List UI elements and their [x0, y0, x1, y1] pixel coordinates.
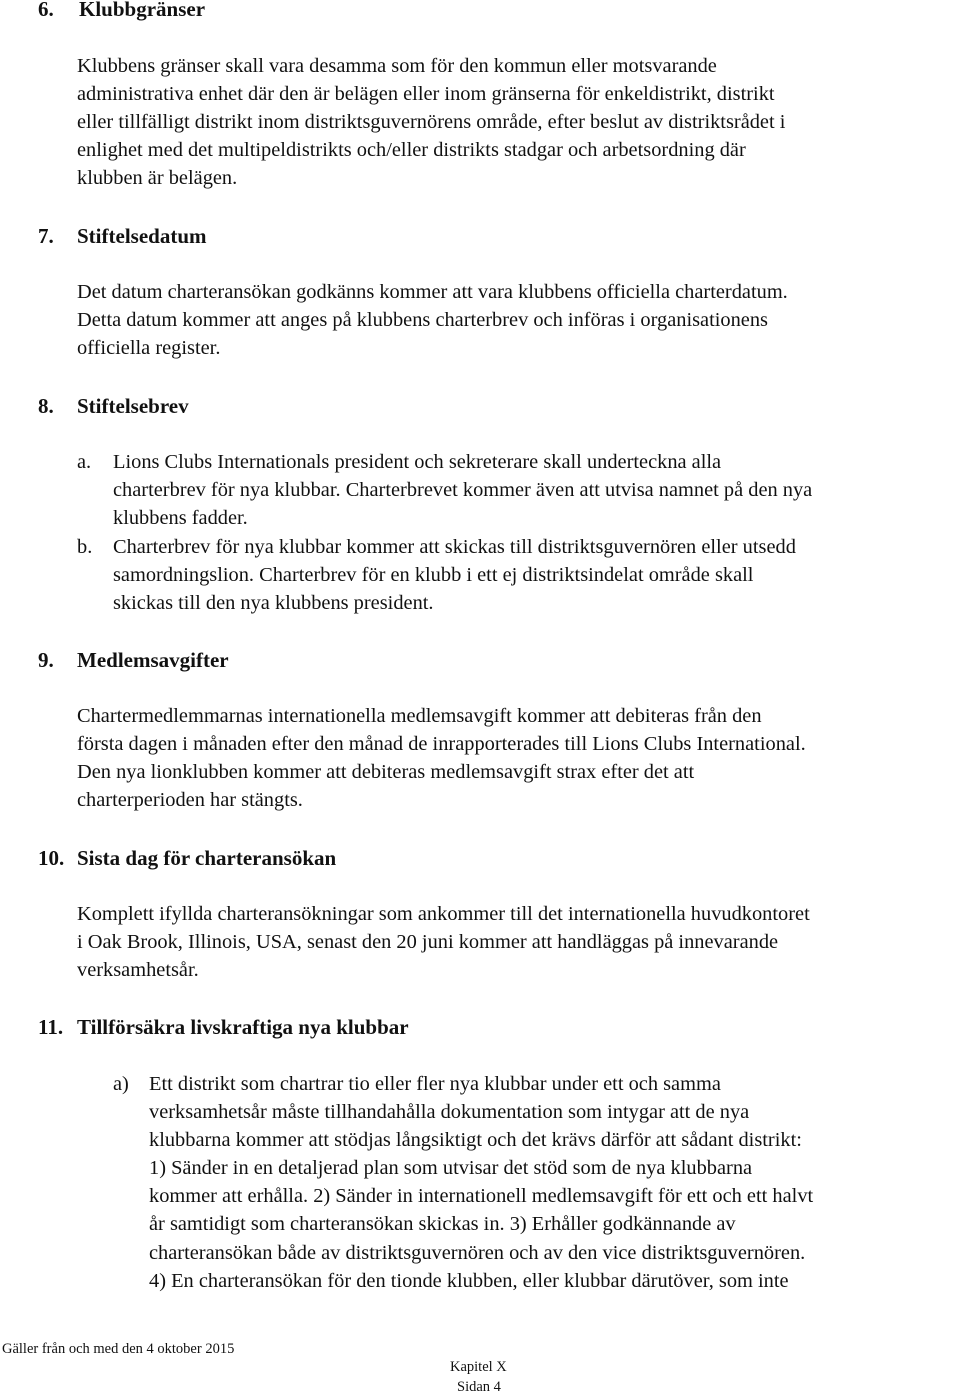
paragraph-line: första dagen i månaden efter den månad de inrapporterades till Lions Clubs International. — [77, 733, 806, 755]
list-item-marker: a) — [113, 1073, 129, 1095]
list-item-line: charteransökan både av distriktsguvernören och av den vice distriktsguvernören. — [149, 1242, 806, 1264]
list-item-line: år samtidigt som charteransökan skickas in. 3) Erhåller godkännande av — [149, 1213, 736, 1235]
section-number: 8. — [38, 394, 54, 418]
section-6-heading — [38, 0, 205, 21]
section-number: 9. — [38, 648, 54, 672]
list-item-marker: b. — [77, 536, 93, 558]
footer-page-number: Sidan 4 — [457, 1379, 501, 1395]
paragraph-line: charterperioden har stängts. — [77, 789, 303, 811]
list-item-line: skickas till den nya klubbens president. — [113, 592, 434, 614]
paragraph-line: verksamhetsår. — [77, 959, 199, 981]
section-title: Stiftelsedatum — [77, 224, 207, 248]
list-item-line: samordningslion. Charterbrev för en klubb i ett ej distriktsindelat område skall — [113, 564, 754, 586]
section-10-heading — [38, 846, 336, 870]
paragraph-line: Klubbens gränser skall vara desamma som för den kommun eller motsvarande — [77, 55, 717, 77]
section-number: 6. — [38, 0, 54, 21]
list-item-line: charterbrev för nya klubbar. Charterbrevet kommer även att utvisa namnet på den nya — [113, 479, 813, 501]
paragraph-line: Chartermedlemmarnas internationella medlemsavgift kommer att debiteras från den — [77, 705, 762, 727]
section-number: 10. — [38, 846, 65, 870]
list-item-line: 1) Sänder in en detaljerad plan som utvisar det stöd som de nya klubbarna — [149, 1157, 753, 1179]
section-11-heading — [38, 1015, 409, 1039]
section-title: Stiftelsebrev — [77, 394, 189, 418]
list-item-line: klubbarna kommer att stödjas långsiktigt och det krävs därför att sådant distrikt: — [149, 1129, 802, 1151]
section-number: 7. — [38, 224, 54, 248]
paragraph-line: klubben är belägen. — [77, 167, 238, 189]
paragraph-line: i Oak Brook, Illinois, USA, senast den 20 juni kommer att handläggas på innevarande — [77, 931, 779, 953]
section-9-heading — [38, 648, 229, 672]
paragraph-line: eller tillfälligt distrikt inom distriktsguvernörens område, efter beslut av distriktsrådet i — [77, 111, 786, 133]
paragraph-line: Detta datum kommer att anges på klubbens charterbrev och införas i organisationens — [77, 309, 768, 331]
list-item-line: Ett distrikt som chartrar tio eller fler nya klubbar under ett och samma — [149, 1073, 721, 1095]
list-item-line: 4) En charteransökan för den tionde klubben, eller klubbar därutöver, som inte — [149, 1270, 789, 1292]
footer-valid-from: Gäller från och med den 4 oktober 2015 — [2, 1341, 235, 1357]
footer-chapter: Kapitel X — [450, 1359, 507, 1375]
paragraph-line: administrativa enhet där den är belägen eller inom gränserna för enkeldistrikt, distrikt — [77, 83, 775, 105]
section-number: 11. — [38, 1015, 64, 1039]
section-8-heading — [38, 394, 189, 418]
section-title: Medlemsavgifter — [77, 648, 229, 672]
list-item-line: klubbens fadder. — [113, 507, 248, 529]
section-7-heading — [38, 224, 207, 248]
paragraph-line: Komplett ifyllda charteransökningar som ankommer till det internationella huvudkontoret — [77, 903, 810, 925]
list-item-line: kommer att erhålla. 2) Sänder in internationell medlemsavgift för ett och ett halvt — [149, 1185, 814, 1207]
paragraph-line: officiella register. — [77, 337, 221, 359]
section-title: Sista dag för charteransökan — [77, 846, 337, 870]
list-item-line: Lions Clubs Internationals president och sekreterare skall underteckna alla — [113, 451, 722, 473]
paragraph-line: enlighet med det multipeldistrikts och/eller distrikts stadgar och arbetsordning där — [77, 139, 746, 161]
list-item-line: verksamhetsår måste tillhandahålla dokumentation som intygar att de nya — [149, 1101, 750, 1123]
paragraph-line: Den nya lionklubben kommer att debiteras medlemsavgift strax efter det att — [77, 761, 695, 783]
list-item-line: Charterbrev för nya klubbar kommer att skickas till distriktsguvernören eller utsedd — [113, 536, 796, 558]
paragraph-line: Det datum charteransökan godkänns kommer att vara klubbens officiella charterdatum. — [77, 281, 788, 303]
section-title: Tillförsäkra livskraftiga nya klubbar — [77, 1015, 409, 1039]
list-item-marker: a. — [77, 451, 92, 473]
section-title: Klubbgränser — [79, 0, 206, 21]
